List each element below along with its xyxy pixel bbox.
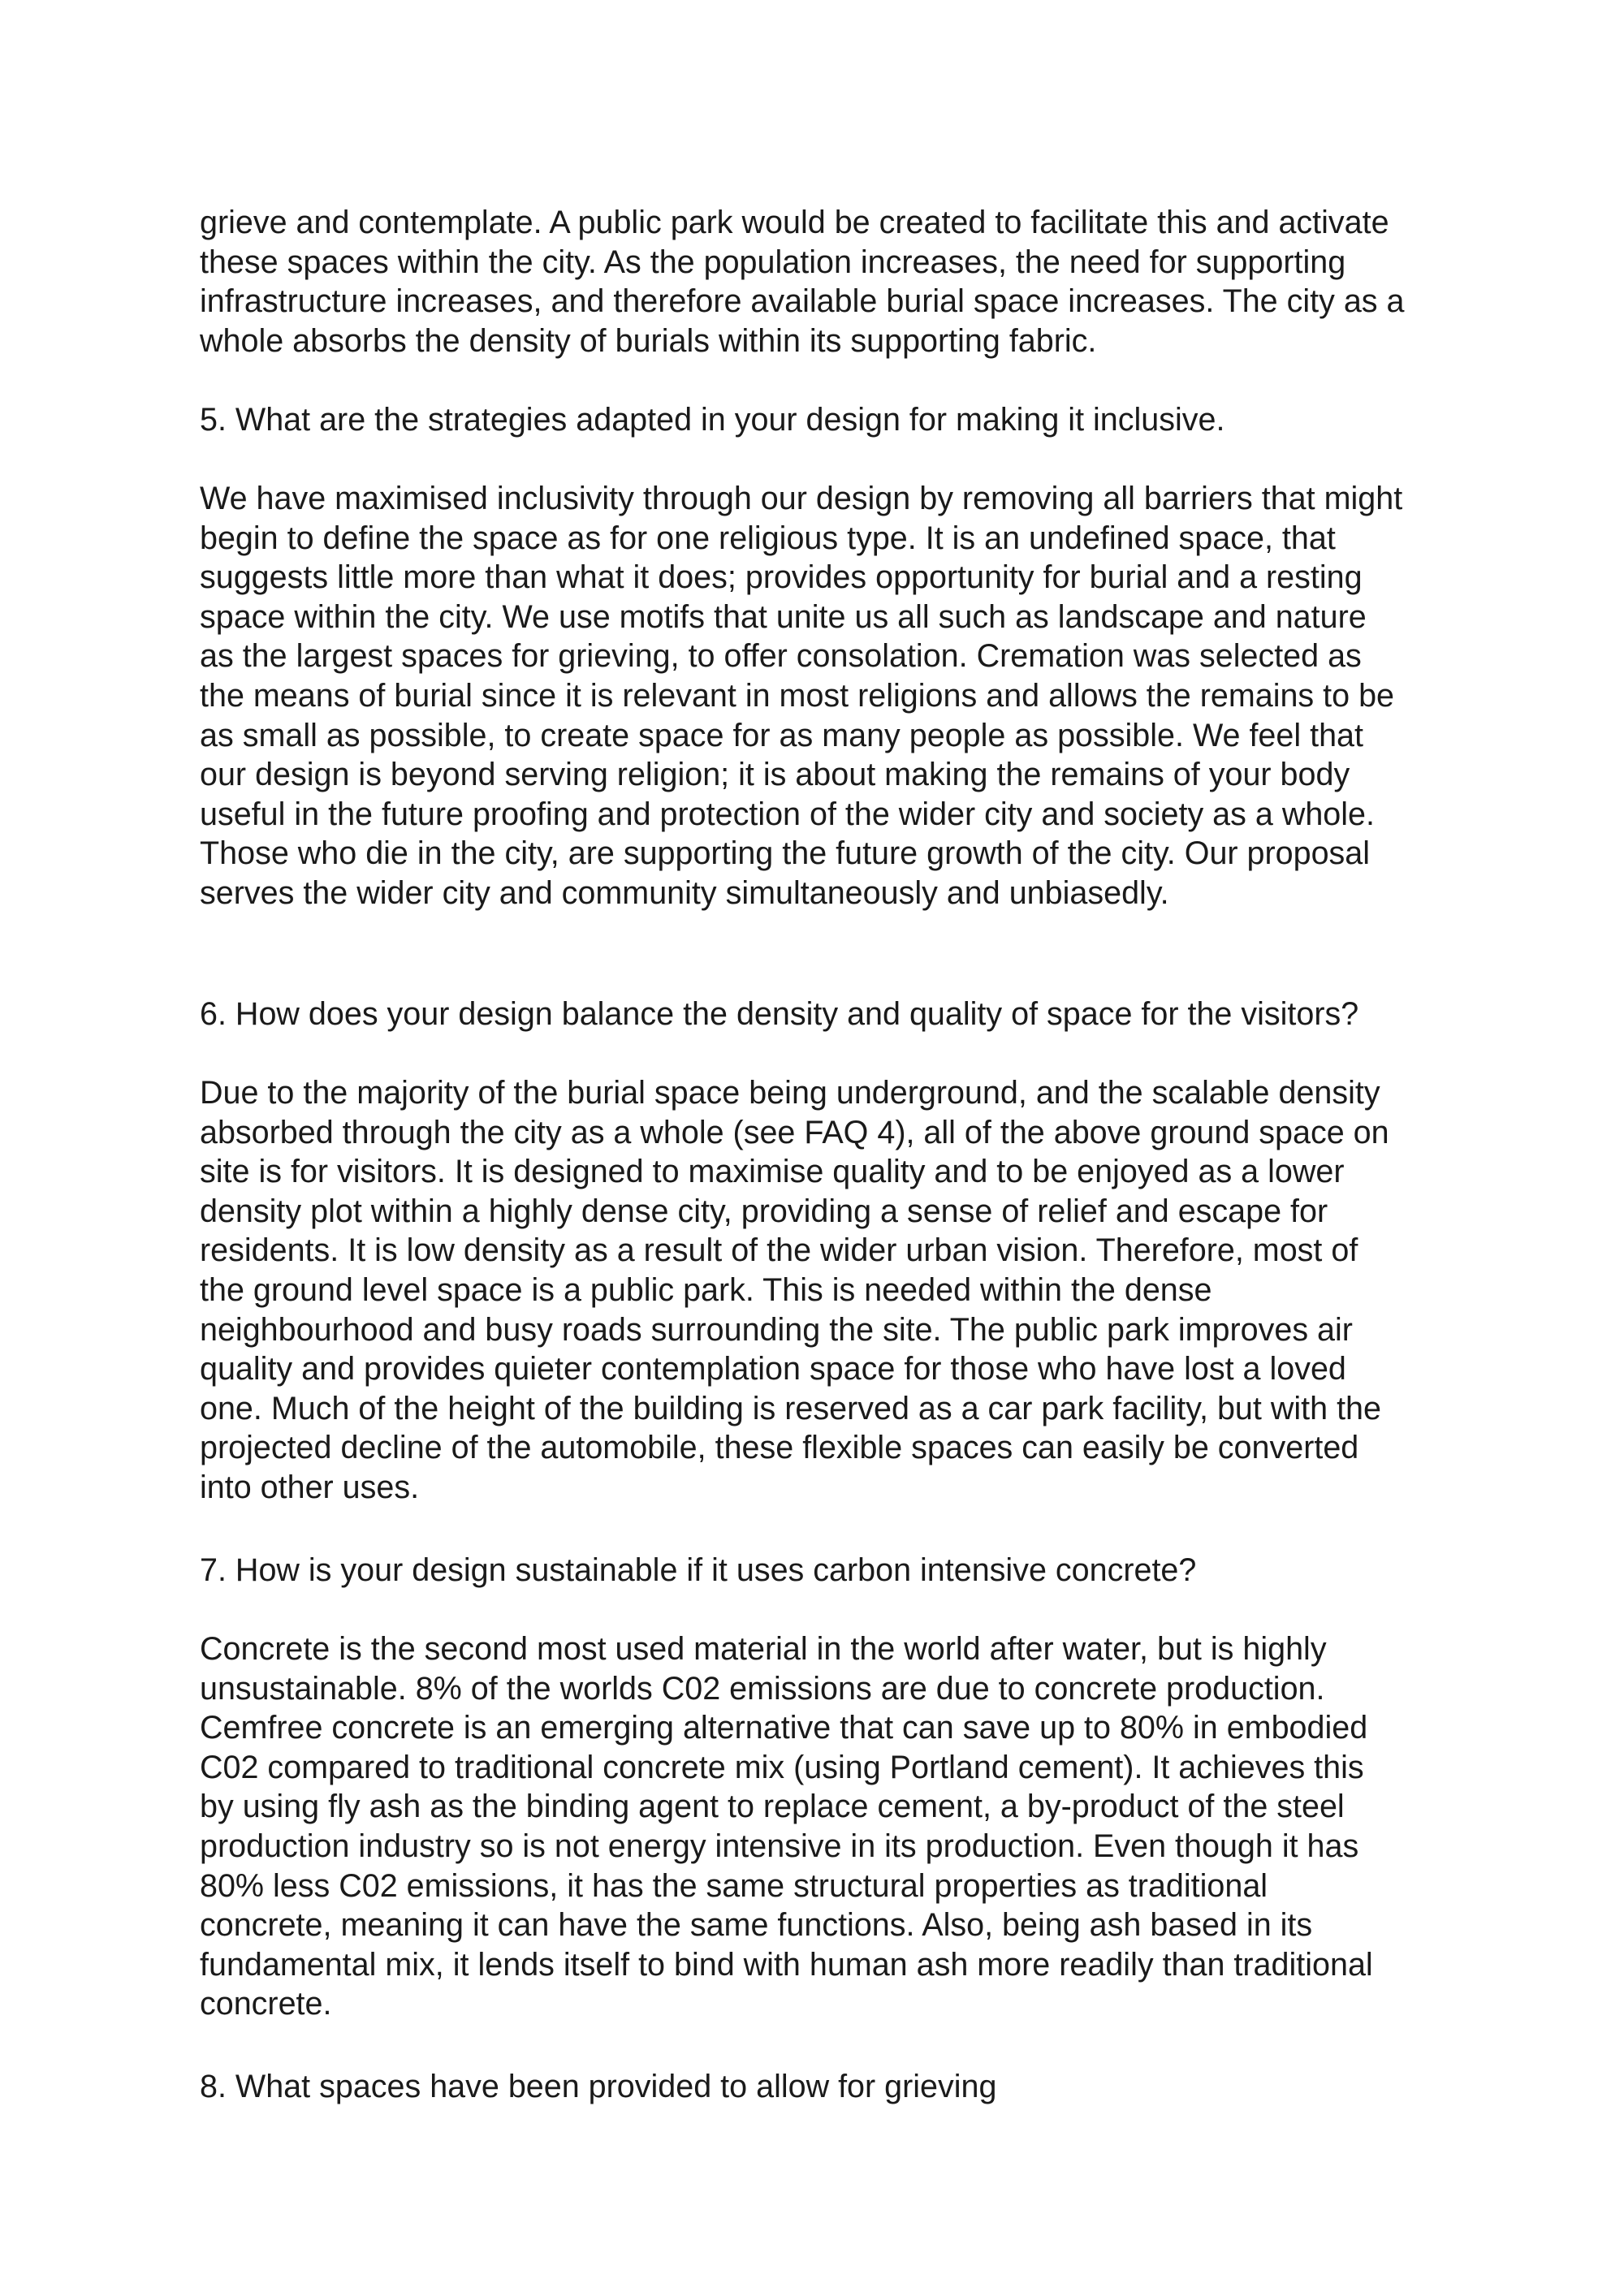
question-8-heading — [200, 2067, 1466, 2107]
text-line: density plot within a highly dense city, providing a sense of relief and escape for — [200, 1193, 1328, 1229]
text-line: production industry so is not energy intensive in its production. Even though it has — [200, 1828, 1359, 1864]
text-line: 5. What are the strategies adapted in your design for making it inclusive. — [200, 402, 1225, 438]
text-line: concrete, meaning it can have the same functions. Also, being ash based in its — [200, 1907, 1313, 1944]
text-line: the means of burial since it is relevant in most religions and allows the remains to be — [200, 677, 1395, 714]
text-line: residents. It is low density as a result of the wider urban vision. Therefore, most of — [200, 1232, 1358, 1269]
text-line: Cemfree concrete is an emerging alternative that can save up to 80% in embodied — [200, 1710, 1368, 1746]
text-line: our design is beyond serving religion; it is about making the remains of your body — [200, 757, 1350, 793]
text-line: Due to the majority of the burial space being underground, and the scalable density — [200, 1075, 1380, 1111]
text-line: by using fly ash as the binding agent to replace cement, a by-product of the steel — [200, 1789, 1345, 1825]
text-line: into other uses. — [200, 1469, 420, 1505]
question-5-heading — [200, 400, 1466, 440]
text-line: useful in the future proofing and protection of the wider city and society as a whole. — [200, 796, 1375, 832]
text-line: infrastructure increases, and therefore available burial space increases. The city as a — [200, 283, 1405, 320]
text-line: grieve and contemplate. A public park would be created to facilitate this and activate — [200, 205, 1389, 240]
text-line: concrete. — [200, 1986, 332, 2022]
text-line: 8. What spaces have been provided to allow for grieving — [200, 2069, 997, 2104]
text-line: suggests little more than what it does; provides opportunity for burial and a resting — [200, 559, 1363, 596]
text-line: site is for visitors. It is designed to maximise quality and to be enjoyed as a lower — [200, 1154, 1345, 1190]
text-line: serves the wider city and community simultaneously and unbiasedly. — [200, 874, 1169, 911]
answer-7 — [200, 1629, 1466, 2024]
text-line: fundamental mix, it lends itself to bind with human ash more readily than traditional — [200, 1946, 1373, 1983]
text-line: one. Much of the height of the building is reserved as a car park facility, but with the — [200, 1390, 1381, 1426]
question-6-heading — [200, 995, 1466, 1034]
text-line: We have maximised inclusivity through our design by removing all barriers that might — [200, 481, 1403, 516]
text-line: 7. How is your design sustainable if it uses carbon intensive concrete? — [200, 1552, 1197, 1588]
text-line: 6. How does your design balance the density and quality of space for the visitors? — [200, 996, 1359, 1032]
text-line: as small as possible, to create space for as many people as possible. We feel that — [200, 717, 1363, 753]
text-line: neighbourhood and busy roads surrounding the site. The public park improves air — [200, 1311, 1353, 1348]
text-line: projected decline of the automobile, these flexible spaces can easily be converted — [200, 1430, 1359, 1466]
text-line: absorbed through the city as a whole (see FAQ 4), all of the above ground space on — [200, 1114, 1389, 1150]
text-line: quality and provides quieter contemplation space for those who have lost a loved — [200, 1351, 1346, 1388]
paragraph-continuation — [200, 203, 1466, 360]
text-line: as the largest spaces for grieving, to offer consolation. Cremation was selected as — [200, 638, 1362, 675]
text-line: C02 compared to traditional concrete mix (using Portland cement). It achieves this — [200, 1749, 1364, 1785]
text-line: 80% less C02 emissions, it has the same structural properties as traditional — [200, 1867, 1268, 1904]
question-7-heading — [200, 1551, 1466, 1590]
text-line: Those who die in the city, are supporting the future growth of the city. Our proposal — [200, 835, 1371, 872]
text-line: these spaces within the city. As the population increases, the need for supporting — [200, 244, 1346, 280]
text-line: unsustainable. 8% of the worlds C02 emissions are due to concrete production. — [200, 1670, 1325, 1707]
text-line: the ground level space is a public park. This is needed within the dense — [200, 1271, 1212, 1308]
text-line: begin to define the space as for one religious type. It is an undefined space, that — [200, 520, 1336, 556]
text-line: Concrete is the second most used material in the world after water, but is highly — [200, 1631, 1327, 1667]
answer-5 — [200, 479, 1466, 913]
answer-6 — [200, 1073, 1466, 1508]
text-line: whole absorbs the density of burials within its supporting fabric. — [200, 322, 1097, 359]
text-line: space within the city. We use motifs that unite us all such as landscape and nature — [200, 598, 1367, 635]
